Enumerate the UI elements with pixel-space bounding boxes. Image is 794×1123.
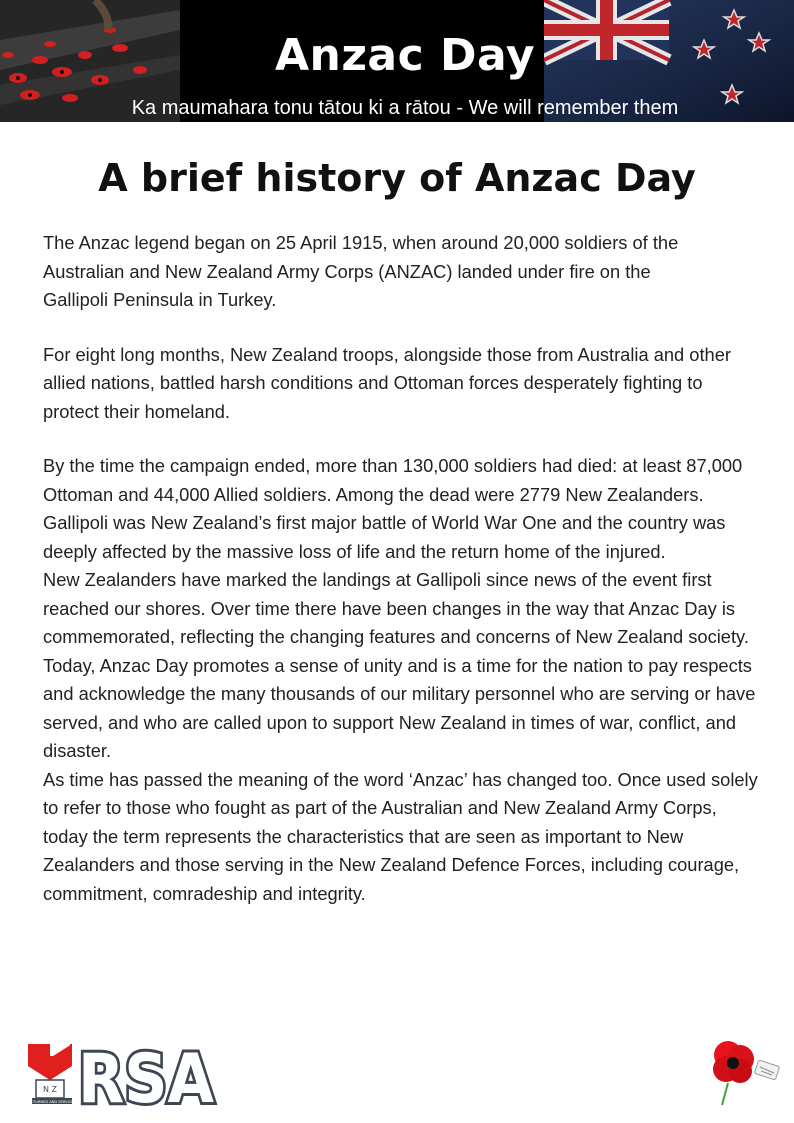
banner-title: Anzac Day	[274, 30, 536, 81]
poppy-icon	[706, 1035, 786, 1115]
paragraph: Today, Anzac Day promotes a sense of unity and is a time for the nation to pay respects and acknowledge the many thousands of our military personnel who are serving or have served, and who are called upon to support New Zealand in times of war, conflict, and disaster.	[43, 654, 756, 761]
rsa-logo	[28, 1040, 218, 1111]
logo-small-text: N Z	[42, 1085, 58, 1094]
page-title: A brief history of Anzac Day	[98, 156, 696, 200]
article-body	[43, 229, 763, 908]
paragraph: By the time the campaign ended, more than 130,000 soldiers had died: at least 87,000 Ottoman and 44,000 Allied soldiers. Among the dead were 2779 New Zealanders. Gallipoli was New Zealand’s first major battle of World War One and the country was deeply affected by the massive loss of life and the return home of the injured.	[43, 455, 743, 562]
banner-subtitle: Ka maumahara tonu tātou ki a rātou - We will remember them	[131, 97, 679, 119]
logo-caption: RETURNED AND SERVICES	[28, 1100, 76, 1104]
paragraph: New Zealanders have marked the landings at Gallipoli since news of the event first reached our shores. Over time there have been changes in the way that Anzac Day is commemorated, reflecting the changing features and concerns of New Zealand society.	[43, 569, 749, 647]
paragraph: For eight long months, New Zealand troops, alongside those from Australia and other allied nations, battled harsh conditions and Ottoman forces desperately fighting to protect their homeland.	[43, 343, 731, 422]
rsa-logo-text: RSA	[78, 1040, 215, 1106]
paragraph: The Anzac legend began on 25 April 1915, when around 20,000 soldiers of the Australian and New Zealand Army Corps (ANZAC) landed under fire on the Gallipoli Peninsula in Turkey.	[43, 232, 679, 310]
header-banner	[0, 0, 794, 122]
paragraph: As time has passed the meaning of the word ‘Anzac’ has changed too. Once used solely to refer to those who fought as part of the Australian and New Zealand Army Corps, today the term represents the characteristics that are seen as important to New Zealanders and those serving in the New Zealand Defence Forces, including courage, commitment, comradeship and integrity.	[43, 768, 758, 904]
